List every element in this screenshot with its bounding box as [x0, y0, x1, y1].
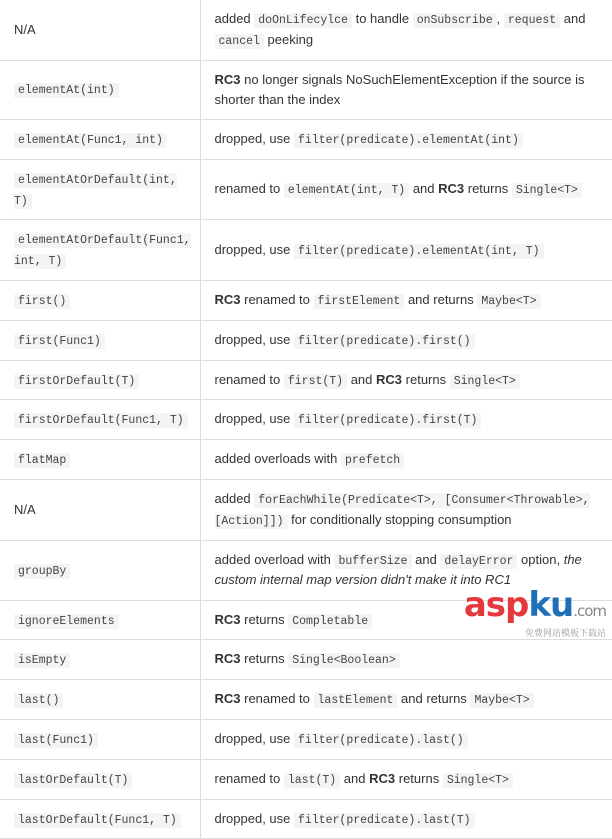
operator-signature: groupBy	[14, 564, 70, 579]
operator-cell	[0, 60, 200, 119]
change-cell	[200, 320, 612, 360]
table-row	[0, 540, 612, 600]
operator-cell	[0, 680, 200, 720]
table-row	[0, 60, 612, 119]
watermark-com-text: .com	[573, 602, 606, 620]
operator-cell	[0, 320, 200, 360]
change-cell	[200, 220, 612, 281]
table-row	[0, 159, 612, 220]
change-cell	[200, 400, 612, 440]
operator-cell	[0, 540, 200, 600]
change-description: renamed to first(T) and RC3 returns Single<T>	[215, 372, 520, 387]
change-cell	[200, 680, 612, 720]
table-row	[0, 119, 612, 159]
operator-signature: elementAtOrDefault(int, T)	[14, 173, 177, 208]
operator-na: N/A	[14, 21, 36, 37]
table-row	[0, 360, 612, 400]
change-description: dropped, use filter(predicate).elementAt(int)	[215, 131, 523, 146]
change-cell	[200, 799, 612, 839]
operator-signature: lastOrDefault(Func1, T)	[14, 813, 181, 828]
change-description: renamed to elementAt(int, T) and RC3 returns Single<T>	[215, 181, 582, 196]
change-cell	[200, 159, 612, 220]
change-cell	[200, 0, 612, 60]
change-description: RC3 returns Completable	[215, 612, 373, 627]
change-description: renamed to last(T) and RC3 returns Single<T>	[215, 771, 513, 786]
change-description: added overload with bufferSize and delayError option, the custom internal map version didn't make it into RC1	[214, 551, 582, 588]
change-description: added doOnLifecylce to handle onSubscribe , request and cancel peeking	[214, 11, 586, 48]
change-cell	[200, 119, 612, 159]
table-row	[0, 320, 612, 360]
operator-na: N/A	[14, 501, 36, 517]
change-cell	[200, 540, 612, 600]
change-description: RC3 renamed to lastElement and returns Maybe<T>	[215, 691, 534, 706]
table-row	[0, 480, 612, 541]
operator-cell	[0, 720, 200, 760]
change-cell	[200, 720, 612, 760]
operator-cell	[0, 400, 200, 440]
operator-signature: firstOrDefault(Func1, T)	[14, 413, 188, 428]
operator-cell	[0, 220, 200, 281]
change-cell	[200, 759, 612, 799]
table-row	[0, 280, 612, 320]
operator-cell	[0, 280, 200, 320]
operator-cell	[0, 480, 200, 541]
table-row	[0, 220, 612, 281]
change-description: added forEachWhile(Predicate<T>, [Consumer<Throwable>, [Action]]) for conditionally stopping consumption	[214, 491, 590, 528]
change-cell	[200, 440, 612, 480]
table-row	[0, 0, 612, 60]
change-cell	[200, 360, 612, 400]
operator-cell	[0, 159, 200, 220]
operator-signature: last()	[14, 693, 63, 708]
change-cell	[200, 60, 612, 119]
change-description: RC3 no longer signals NoSuchElementException if the source is shorter than the index	[214, 71, 585, 107]
table-row	[0, 600, 612, 640]
table-row	[0, 799, 612, 839]
operator-cell	[0, 799, 200, 839]
table-row	[0, 720, 612, 760]
operator-cell	[0, 440, 200, 480]
change-cell	[200, 600, 612, 640]
operator-signature: last(Func1)	[14, 733, 98, 748]
operator-signature: first()	[14, 294, 70, 309]
table-row	[0, 440, 612, 480]
change-description: RC3 renamed to firstElement and returns Maybe<T>	[215, 292, 541, 307]
operator-signature: elementAtOrDefault(Func1, int, T)	[14, 234, 191, 269]
change-description: dropped, use filter(predicate).last()	[215, 731, 468, 746]
change-description: dropped, use filter(predicate).first(T)	[215, 411, 482, 426]
operator-signature: lastOrDefault(T)	[14, 773, 132, 788]
watermark-asp-text: asp	[463, 585, 529, 625]
operator-cell	[0, 119, 200, 159]
change-description: dropped, use filter(predicate).first()	[215, 332, 475, 347]
operator-cell	[0, 360, 200, 400]
change-description: added overloads with prefetch	[215, 451, 405, 466]
change-cell	[200, 280, 612, 320]
watermark-ku-text: ku	[528, 585, 574, 625]
change-description: RC3 returns Single<Boolean>	[215, 651, 400, 666]
watermark-tagline: 免费网站模板下载站	[524, 629, 606, 639]
operator-signature: ignoreElements	[14, 614, 119, 629]
operator-cell	[0, 759, 200, 799]
table-row	[0, 400, 612, 440]
change-description: dropped, use filter(predicate).last(T)	[215, 811, 475, 826]
table-row	[0, 759, 612, 799]
operator-signature: first(Func1)	[14, 334, 105, 349]
operator-cell	[0, 0, 200, 60]
operator-signature: isEmpty	[14, 653, 70, 668]
operator-signature: firstOrDefault(T)	[14, 374, 139, 389]
change-cell	[200, 480, 612, 541]
operator-cell	[0, 600, 200, 640]
table-row	[0, 680, 612, 720]
operator-signature: elementAt(int)	[14, 83, 119, 98]
change-description: dropped, use filter(predicate).elementAt(int, T)	[215, 242, 544, 257]
operator-signature: elementAt(Func1, int)	[14, 133, 167, 148]
operator-signature: flatMap	[14, 453, 70, 468]
